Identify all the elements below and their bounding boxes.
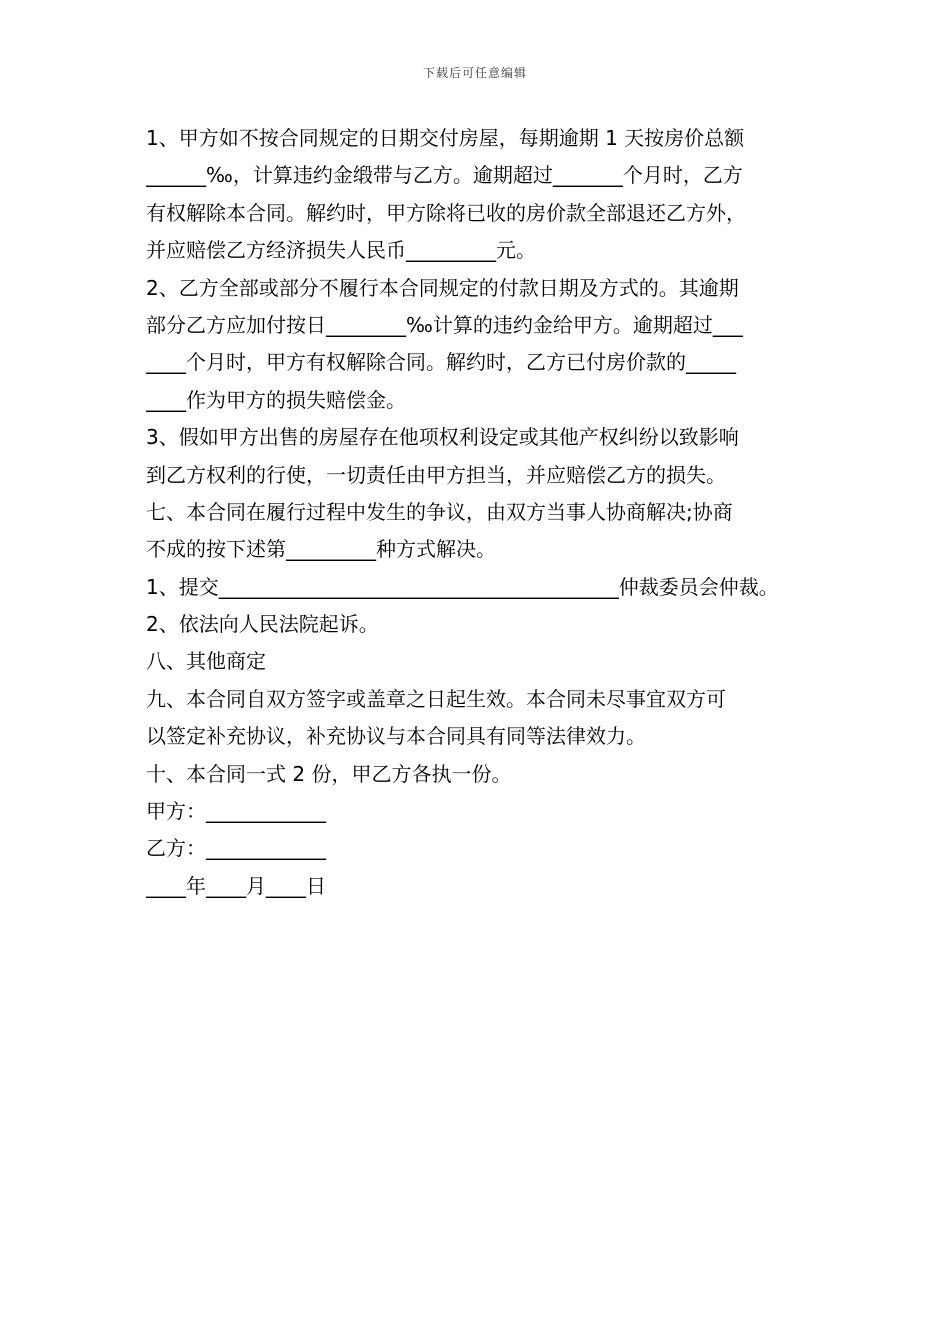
text-line: 3、假如甲方出售的房屋存在他项权利设定或其他产权纠纷以致影响 — [146, 425, 739, 450]
text-line: 有权解除本合同。解约时，甲方除将已收的房价款全部退还乙方外， — [146, 200, 746, 225]
page-header: 下载后可任意编辑 — [422, 66, 527, 80]
signature-line-party-b: 乙方：____________ — [146, 836, 326, 861]
date-line: ____年____月____日 — [146, 873, 326, 898]
signature-line-party-a: 甲方：____________ — [146, 799, 326, 824]
text-line: 2、依法向人民法院起诉。 — [146, 612, 379, 637]
document-body — [146, 120, 826, 905]
text-line: ____作为甲方的损失赔偿金。 — [146, 387, 406, 412]
text-line: ____个月时，甲方有权解除合同。解约时，乙方已付房价款的_____ — [146, 350, 736, 375]
text-line: 并应赔偿乙方经济损失人民币_________元。 — [146, 238, 536, 263]
text-line: 2、乙方全部或部分不履行本合同规定的付款日期及方式的。其逾期 — [146, 275, 739, 300]
text-line: 1、甲方如不按合同规定的日期交付房屋，每期逾期 1 天按房价总额 — [146, 126, 745, 150]
text-line: 到乙方权利的行使，一切责任由甲方担当，并应赔偿乙方的损失。 — [146, 462, 726, 487]
text-line: 以签定补充协议，补充协议与本合同具有同等法律效力。 — [146, 724, 646, 749]
text-line: ______‰，计算违约金缎带与乙方。逾期超过_______个月时，乙方 — [146, 163, 743, 188]
text-line: 1、提交________________________________________仲裁委员会仲裁。 — [146, 574, 779, 599]
text-line: 九、本合同自双方签字或盖章之日起生效。本合同未尽事宜双方可 — [146, 686, 726, 711]
text-line: 部分乙方应加付按日________‰计算的违约金给甲方。逾期超过___ — [146, 312, 743, 337]
text-line: 七、本合同在履行过程中发生的争议，由双方当事人协商解决;协商 — [146, 499, 733, 524]
text-line: 十、本合同一式 2 份，甲乙方各执一份。 — [146, 761, 512, 786]
text-line: 不成的按下述第_________种方式解决。 — [146, 537, 496, 562]
text-line: 八、其他商定 — [146, 649, 266, 674]
